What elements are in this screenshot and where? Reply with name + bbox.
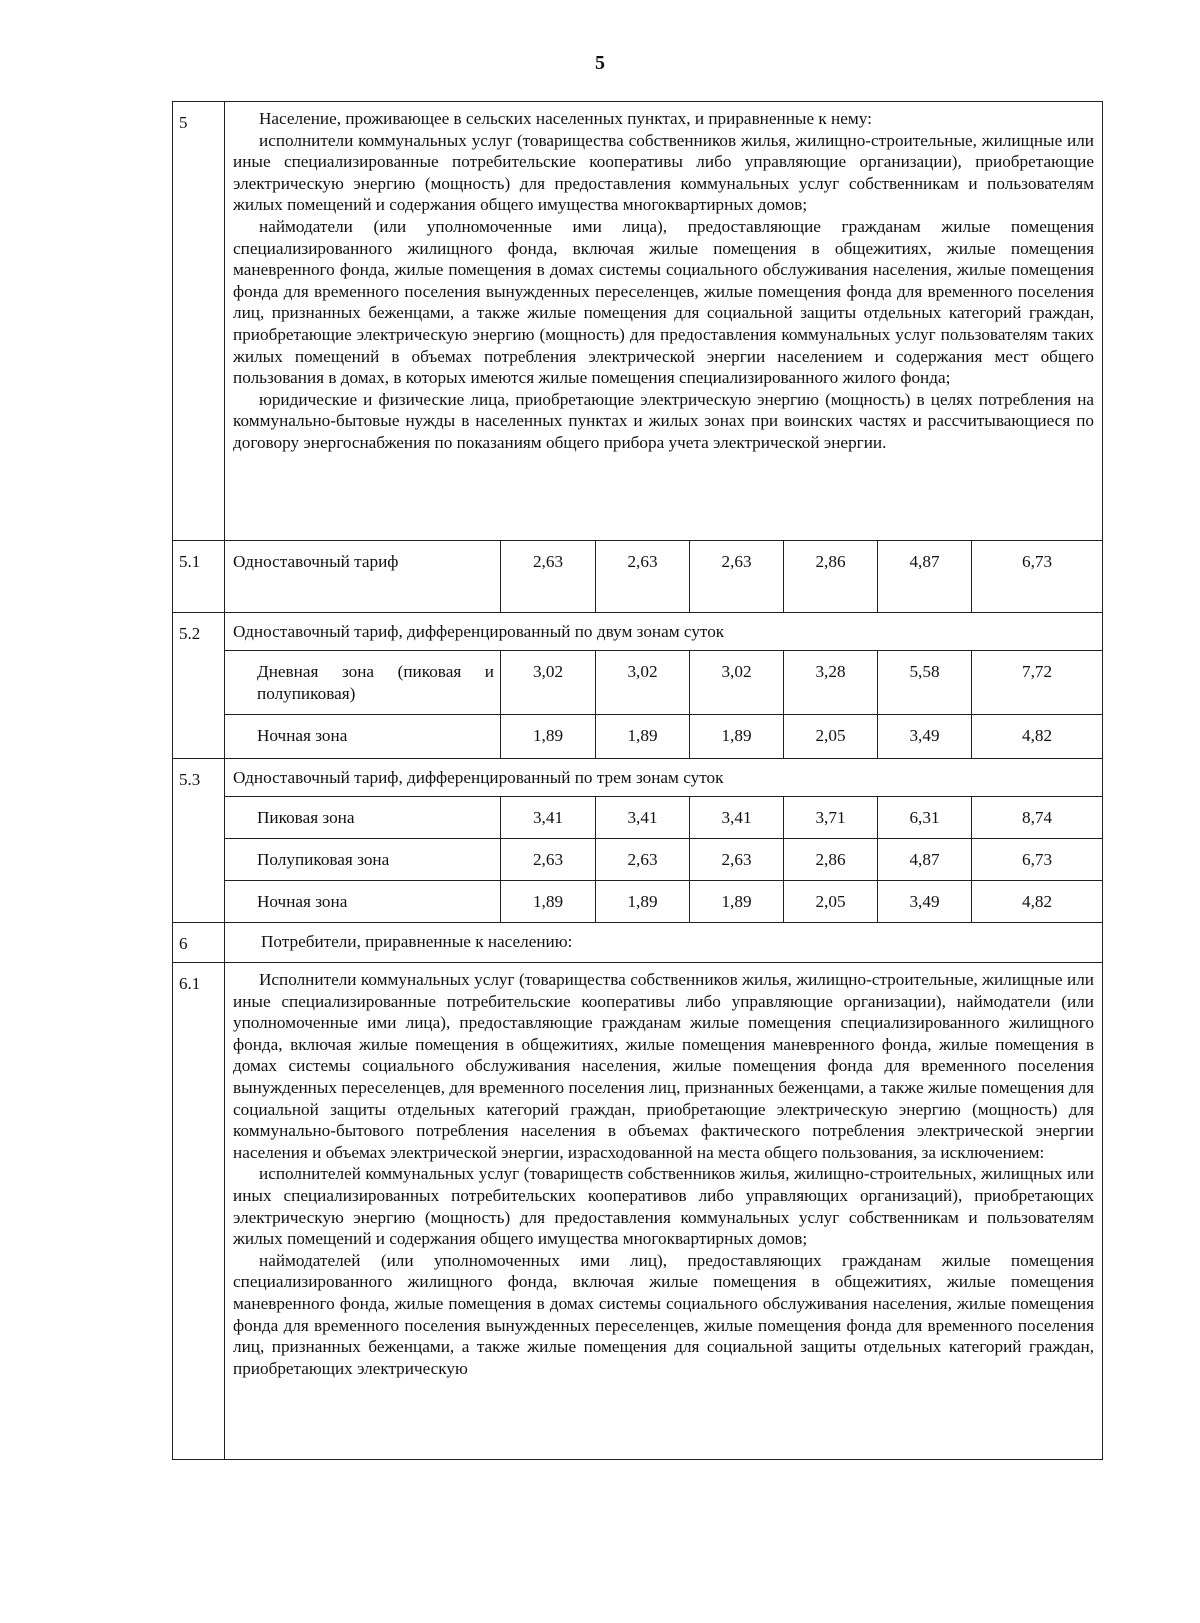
section-5-text — [225, 102, 1103, 541]
tariff-value: 2,05 — [784, 881, 878, 923]
tariff-value: 8,74 — [972, 797, 1103, 839]
row-5-2-heading — [173, 613, 1103, 651]
row-number: 6.1 — [173, 963, 225, 1460]
tariff-value: 2,63 — [690, 541, 784, 613]
section-6-1-text — [225, 963, 1103, 1460]
tariff-value: 2,86 — [784, 839, 878, 881]
tariff-value: 2,86 — [784, 541, 878, 613]
row-label: Дневная зона (пиковая и полупиковая) — [225, 651, 501, 715]
tariff-value: 1,89 — [501, 881, 596, 923]
tariff-value: 6,73 — [972, 839, 1103, 881]
page-number: 5 — [595, 52, 605, 74]
tariff-value: 1,89 — [690, 715, 784, 759]
tariff-value: 2,63 — [596, 541, 690, 613]
paragraph: наймодатели (или уполномоченные ими лица), предоставляющие гражданам жилые помещения специализированного жилищного фонда, включая жилые помещения в общежитиях, жилые помещения маневренного фонда, жилые помещения в домах системы социального обслуживания населения, жилые помещения фонда для временного поселения вынужденных переселенцев, жилые помещения фонда для временного поселения лиц, признанных беженцами, а также жилые помещения для социальной защиты отдельных категорий граждан, приобретающие электрическую энергию (мощность) для предоставления коммунальных услуг пользователям таких жилых помещений в объемах потребления электрической энергии населением и содержания мест общего пользования в домах, в которых имеются жилые помещения специализированного жилого фонда; — [233, 216, 1095, 388]
row-number: 5.2 — [173, 613, 225, 759]
paragraph: исполнители коммунальных услуг (товарищества собственников жилья, жилищно-строительные, жилищные или иные специализированные потребительские кооперативы либо управляющие организации), приобретающие электрическую энергию (мощность) для предоставления коммунальных услуг собственникам и пользователям жилых помещений и содержания общего имущества многоквартирных домов; — [233, 130, 1095, 215]
tariff-value: 3,41 — [596, 797, 690, 839]
row-label: Ночная зона — [225, 715, 501, 759]
tariff-value: 1,89 — [690, 881, 784, 923]
row-label: Одноставочный тариф — [225, 541, 501, 613]
row-number: 5.1 — [173, 541, 225, 613]
tariff-value: 4,82 — [972, 715, 1103, 759]
row-heading: Одноставочный тариф, дифференцированный по двум зонам суток — [225, 613, 1103, 651]
row-number: 5 — [173, 102, 225, 541]
paragraph: Исполнители коммунальных услуг (товарищества собственников жилья, жилищно-строительные, жилищные или иные специализированные потребительские кооперативы либо управляющие организации), наймодатели (или уполномоченные ими лица), предоставляющие гражданам жилые помещения специализированного жилищного фонда, включая жилые помещения в общежитиях, жилые помещения маневренного фонда, жилые помещения в домах системы социального обслуживания населения, жилые помещения фонда для временного поселения вынужденных переселенцев, для временного поселения лиц, признанных беженцами, а также жилые помещения для социальной защиты отдельных категорий граждан, приобретающие электрическую энергию (мощность) для коммунально-бытового потребления населения в объемах фактического потребления электрической энергии населения и объемах электрической энергии, израсходованной на места общего пользования, за исключением: — [233, 970, 1095, 1162]
tariff-value: 6,31 — [878, 797, 972, 839]
tariff-value: 4,87 — [878, 541, 972, 613]
row-5-3-night — [173, 881, 1103, 923]
row-heading: Одноставочный тариф, дифференцированный по трем зонам суток — [225, 759, 1103, 797]
tariff-value: 3,49 — [878, 715, 972, 759]
row-5-2-night — [173, 715, 1103, 759]
tariff-value: 3,71 — [784, 797, 878, 839]
row-number: 6 — [173, 923, 225, 963]
row-5-1 — [173, 541, 1103, 613]
row-label: Полупиковая зона — [225, 839, 501, 881]
tariff-value: 4,87 — [878, 839, 972, 881]
tariff-table — [172, 101, 1103, 1460]
tariff-value: 1,89 — [596, 881, 690, 923]
tariff-value: 2,63 — [501, 839, 596, 881]
tariff-value: 3,02 — [596, 651, 690, 715]
row-label: Пиковая зона — [225, 797, 501, 839]
paragraph: Население, проживающее в сельских населенных пунктах, и приравненные к нему: — [259, 109, 872, 128]
row-5-2-day — [173, 651, 1103, 715]
row-label: Ночная зона — [225, 881, 501, 923]
tariff-value: 3,49 — [878, 881, 972, 923]
tariff-value: 3,41 — [501, 797, 596, 839]
tariff-value: 7,72 — [972, 651, 1103, 715]
row-5-3-semipeak — [173, 839, 1103, 881]
tariff-value: 4,82 — [972, 881, 1103, 923]
row-5-3-heading — [173, 759, 1103, 797]
paragraph: юридические и физические лица, приобретающие электрическую энергию (мощность) в целях потребления на коммунально-бытовые нужды в населенных пунктах и жилых зонах при воинских частях и рассчитывающиеся по договору энергоснабжения по показаниям общего прибора учета электрической энергии. — [233, 389, 1095, 452]
section-6-row — [173, 923, 1103, 963]
tariff-value: 1,89 — [501, 715, 596, 759]
row-number: 5.3 — [173, 759, 225, 923]
row-5-3-peak — [173, 797, 1103, 839]
section-6-1-row — [173, 963, 1103, 1460]
section-5-row — [173, 102, 1103, 541]
row-heading: Потребители, приравненные к населению: — [225, 923, 1103, 963]
tariff-value: 5,58 — [878, 651, 972, 715]
tariff-value: 3,02 — [690, 651, 784, 715]
paragraph: исполнителей коммунальных услуг (товариществ собственников жилья, жилищно-строительных, жилищных или иных специализированных потребительских кооперативов либо управляющих организаций), приобретающих электрическую энергию (мощность) для предоставления коммунальных услуг собственникам и пользователям жилых помещений и содержания общего имущества многоквартирных домов; — [233, 1164, 1095, 1249]
tariff-value: 2,63 — [596, 839, 690, 881]
tariff-value: 6,73 — [972, 541, 1103, 613]
tariff-value: 2,05 — [784, 715, 878, 759]
tariff-value: 3,41 — [690, 797, 784, 839]
tariff-value: 2,63 — [501, 541, 596, 613]
tariff-value: 2,63 — [690, 839, 784, 881]
tariff-value: 3,02 — [501, 651, 596, 715]
tariff-value: 1,89 — [596, 715, 690, 759]
tariff-value: 3,28 — [784, 651, 878, 715]
paragraph: наймодателей (или уполномоченных ими лиц), предоставляющих гражданам жилые помещения специализированного жилищного фонда, включая жилые помещения в общежитиях, жилые помещения маневренного фонда, жилые помещения в домах системы социального обслуживания населения, жилые помещения фонда для временного поселения вынужденных переселенцев, жилые помещения фонда для временного поселения лиц, признанных беженцами, а также жилые помещения для социальной защиты отдельных категорий граждан, приобретающих электрическую — [233, 1250, 1095, 1378]
